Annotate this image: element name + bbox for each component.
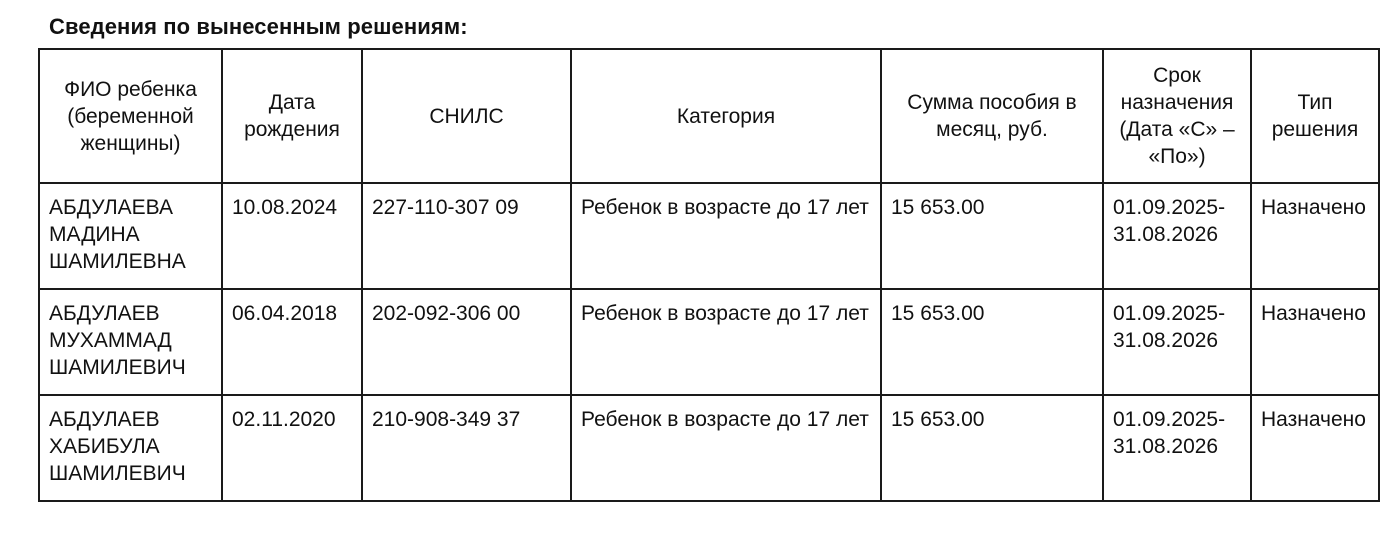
cell-name: АБДУЛАЕВА МАДИНА ШАМИЛЕВНА bbox=[39, 183, 222, 289]
cell-name: АБДУЛАЕВ МУХАММАД ШАМИЛЕВИЧ bbox=[39, 289, 222, 395]
column-header-amount: Сумма пособия в месяц, руб. bbox=[881, 49, 1103, 183]
cell-amount: 15 653.00 bbox=[881, 289, 1103, 395]
table-row bbox=[39, 289, 1379, 395]
column-header-snils: СНИЛС bbox=[362, 49, 571, 183]
column-header-name: ФИО ребенка (беременной женщины) bbox=[39, 49, 222, 183]
cell-decision: Назначено bbox=[1251, 395, 1379, 501]
decisions-table bbox=[38, 48, 1380, 502]
cell-decision: Назначено bbox=[1251, 183, 1379, 289]
table-row bbox=[39, 183, 1379, 289]
cell-snils: 210-908-349 37 bbox=[362, 395, 571, 501]
column-header-birth-date: Дата рождения bbox=[222, 49, 362, 183]
cell-decision: Назначено bbox=[1251, 289, 1379, 395]
cell-category: Ребенок в возрасте до 17 лет bbox=[571, 395, 881, 501]
cell-period: 01.09.2025-31.08.2026 bbox=[1103, 183, 1251, 289]
cell-period: 01.09.2025-31.08.2026 bbox=[1103, 395, 1251, 501]
cell-category: Ребенок в возрасте до 17 лет bbox=[571, 183, 881, 289]
table-row bbox=[39, 395, 1379, 501]
table-header-row bbox=[39, 49, 1379, 183]
cell-amount: 15 653.00 bbox=[881, 183, 1103, 289]
section-title: Сведения по вынесенным решениям: bbox=[49, 14, 468, 39]
column-header-decision: Тип решения bbox=[1251, 49, 1379, 183]
column-header-category: Категория bbox=[571, 49, 881, 183]
cell-snils: 202-092-306 00 bbox=[362, 289, 571, 395]
cell-birth-date: 10.08.2024 bbox=[222, 183, 362, 289]
cell-birth-date: 06.04.2018 bbox=[222, 289, 362, 395]
cell-category: Ребенок в возрасте до 17 лет bbox=[571, 289, 881, 395]
cell-period: 01.09.2025-31.08.2026 bbox=[1103, 289, 1251, 395]
column-header-period: Срок назначения (Дата «С» – «По») bbox=[1103, 49, 1251, 183]
decisions-table-container bbox=[38, 48, 1366, 502]
cell-name: АБДУЛАЕВ ХАБИБУЛА ШАМИЛЕВИЧ bbox=[39, 395, 222, 501]
cell-snils: 227-110-307 09 bbox=[362, 183, 571, 289]
cell-birth-date: 02.11.2020 bbox=[222, 395, 362, 501]
cell-amount: 15 653.00 bbox=[881, 395, 1103, 501]
